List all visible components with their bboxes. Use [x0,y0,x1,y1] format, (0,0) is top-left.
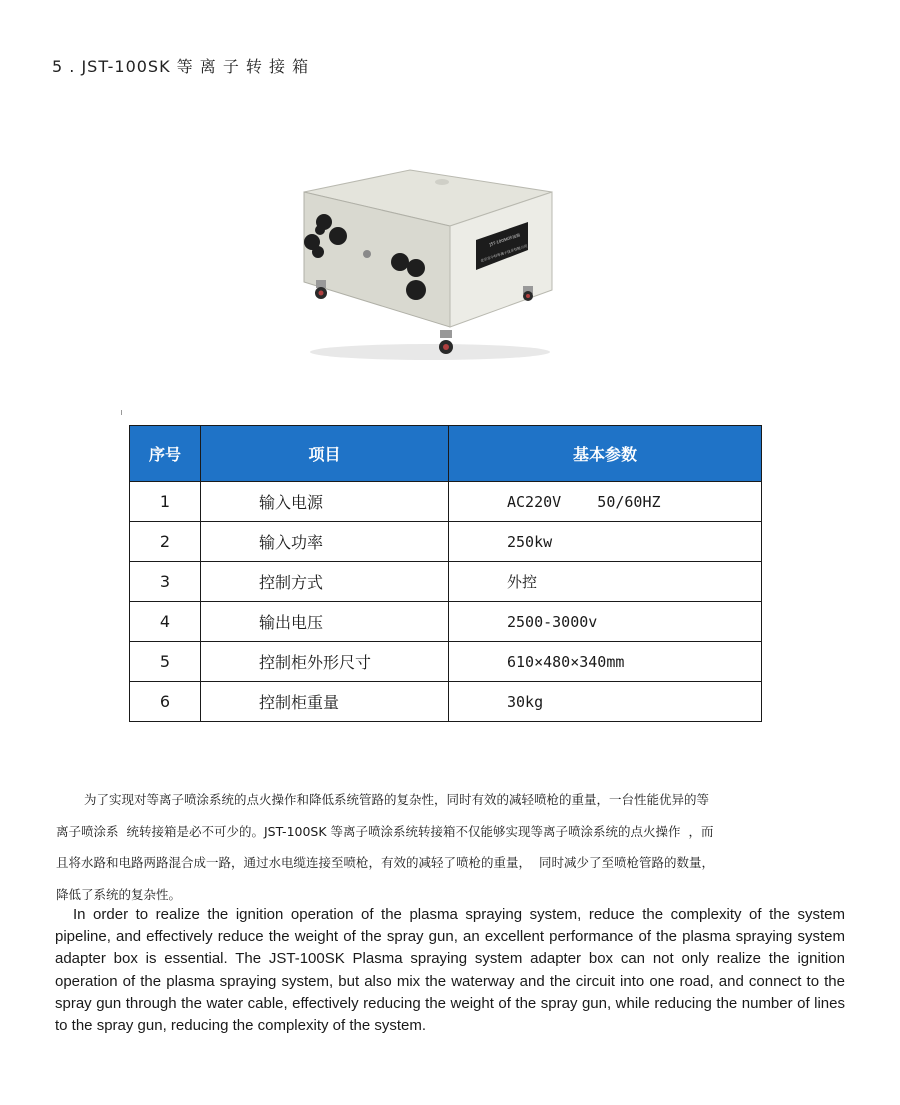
header-params: 基本参数 [449,426,762,482]
row-no: 4 [130,602,201,642]
row-value: 外控 [507,573,538,591]
product-photo [290,162,565,367]
header-no: 序号 [130,426,201,482]
row-item: 输入功率 [259,533,324,552]
row-value: 2500-3000v [507,613,598,631]
cn-line: 降低了系统的复杂性。 [56,886,182,902]
row-item: 控制柜外形尺寸 [259,653,372,672]
table-row [130,562,762,602]
header-item: 项目 [201,426,449,482]
table-row [130,482,762,522]
row-value: 610×480×340mm [507,653,625,671]
page-mark [121,410,122,415]
row-item: 控制方式 [259,573,324,592]
nameplate-line1: JST-100SK转接箱 [488,232,521,247]
table-row [130,522,762,562]
spec-table [129,425,762,722]
row-no: 1 [130,482,201,522]
row-no: 3 [130,562,201,602]
row-value: 250kw [507,533,553,551]
table-header-row [130,426,762,482]
description-english [55,904,845,1037]
table-row [130,642,762,682]
description-chinese [56,784,846,910]
row-value: AC220V 50/60HZ [507,493,661,511]
table-row [130,682,762,722]
row-item: 输出电压 [259,613,324,632]
row-no: 2 [130,522,201,562]
row-item: 输入电源 [259,493,324,512]
cn-line: 且将水路和电路两路混合成一路，通过水电缆连接至喷枪，有效的减轻了喷枪的重量， 同时减少了至喷枪管路的数量， [56,855,714,870]
row-no: 5 [130,642,201,682]
row-value: 30kg [507,693,544,711]
section-title: 5 . JST-100SK 等 离 子 转 接 箱 [52,57,310,76]
cn-line: 离子喷涂系 统转接箱是必不可少的。JST-100SK 等离子喷涂系统转接箱不仅能够实现等离子喷涂系统的点火操作 ，而 [56,823,714,839]
row-item: 控制柜重量 [259,693,340,712]
en-paragraph: In order to realize the ignition operation of the plasma spraying system, reduce the complexity of the system pipeline, and effectively reduce the weight of the spray gun, an excellent performance of the plasma spraying system adapter box is essential. The JST-100SK Plasma spraying system adapter box can not only realize the ignition operation of the plasma spraying system, but also mix the waterway and the circuit into one road, and connect to the spray gun through the water cable, effectively reducing the weight of the spray gun, while reducing the number of lines to the spray gun, reducing the complexity of the system. [55,906,845,1035]
cn-line: 为了实现对等离子喷涂系统的点火操作和降低系统管路的复杂性，同时有效的减轻喷枪的重量，一台性能优异的等 [84,792,710,807]
nameplate-line2: 北京京中科等离子技术有限公司 [480,244,528,263]
table-row [130,602,762,642]
row-no: 6 [130,682,201,722]
